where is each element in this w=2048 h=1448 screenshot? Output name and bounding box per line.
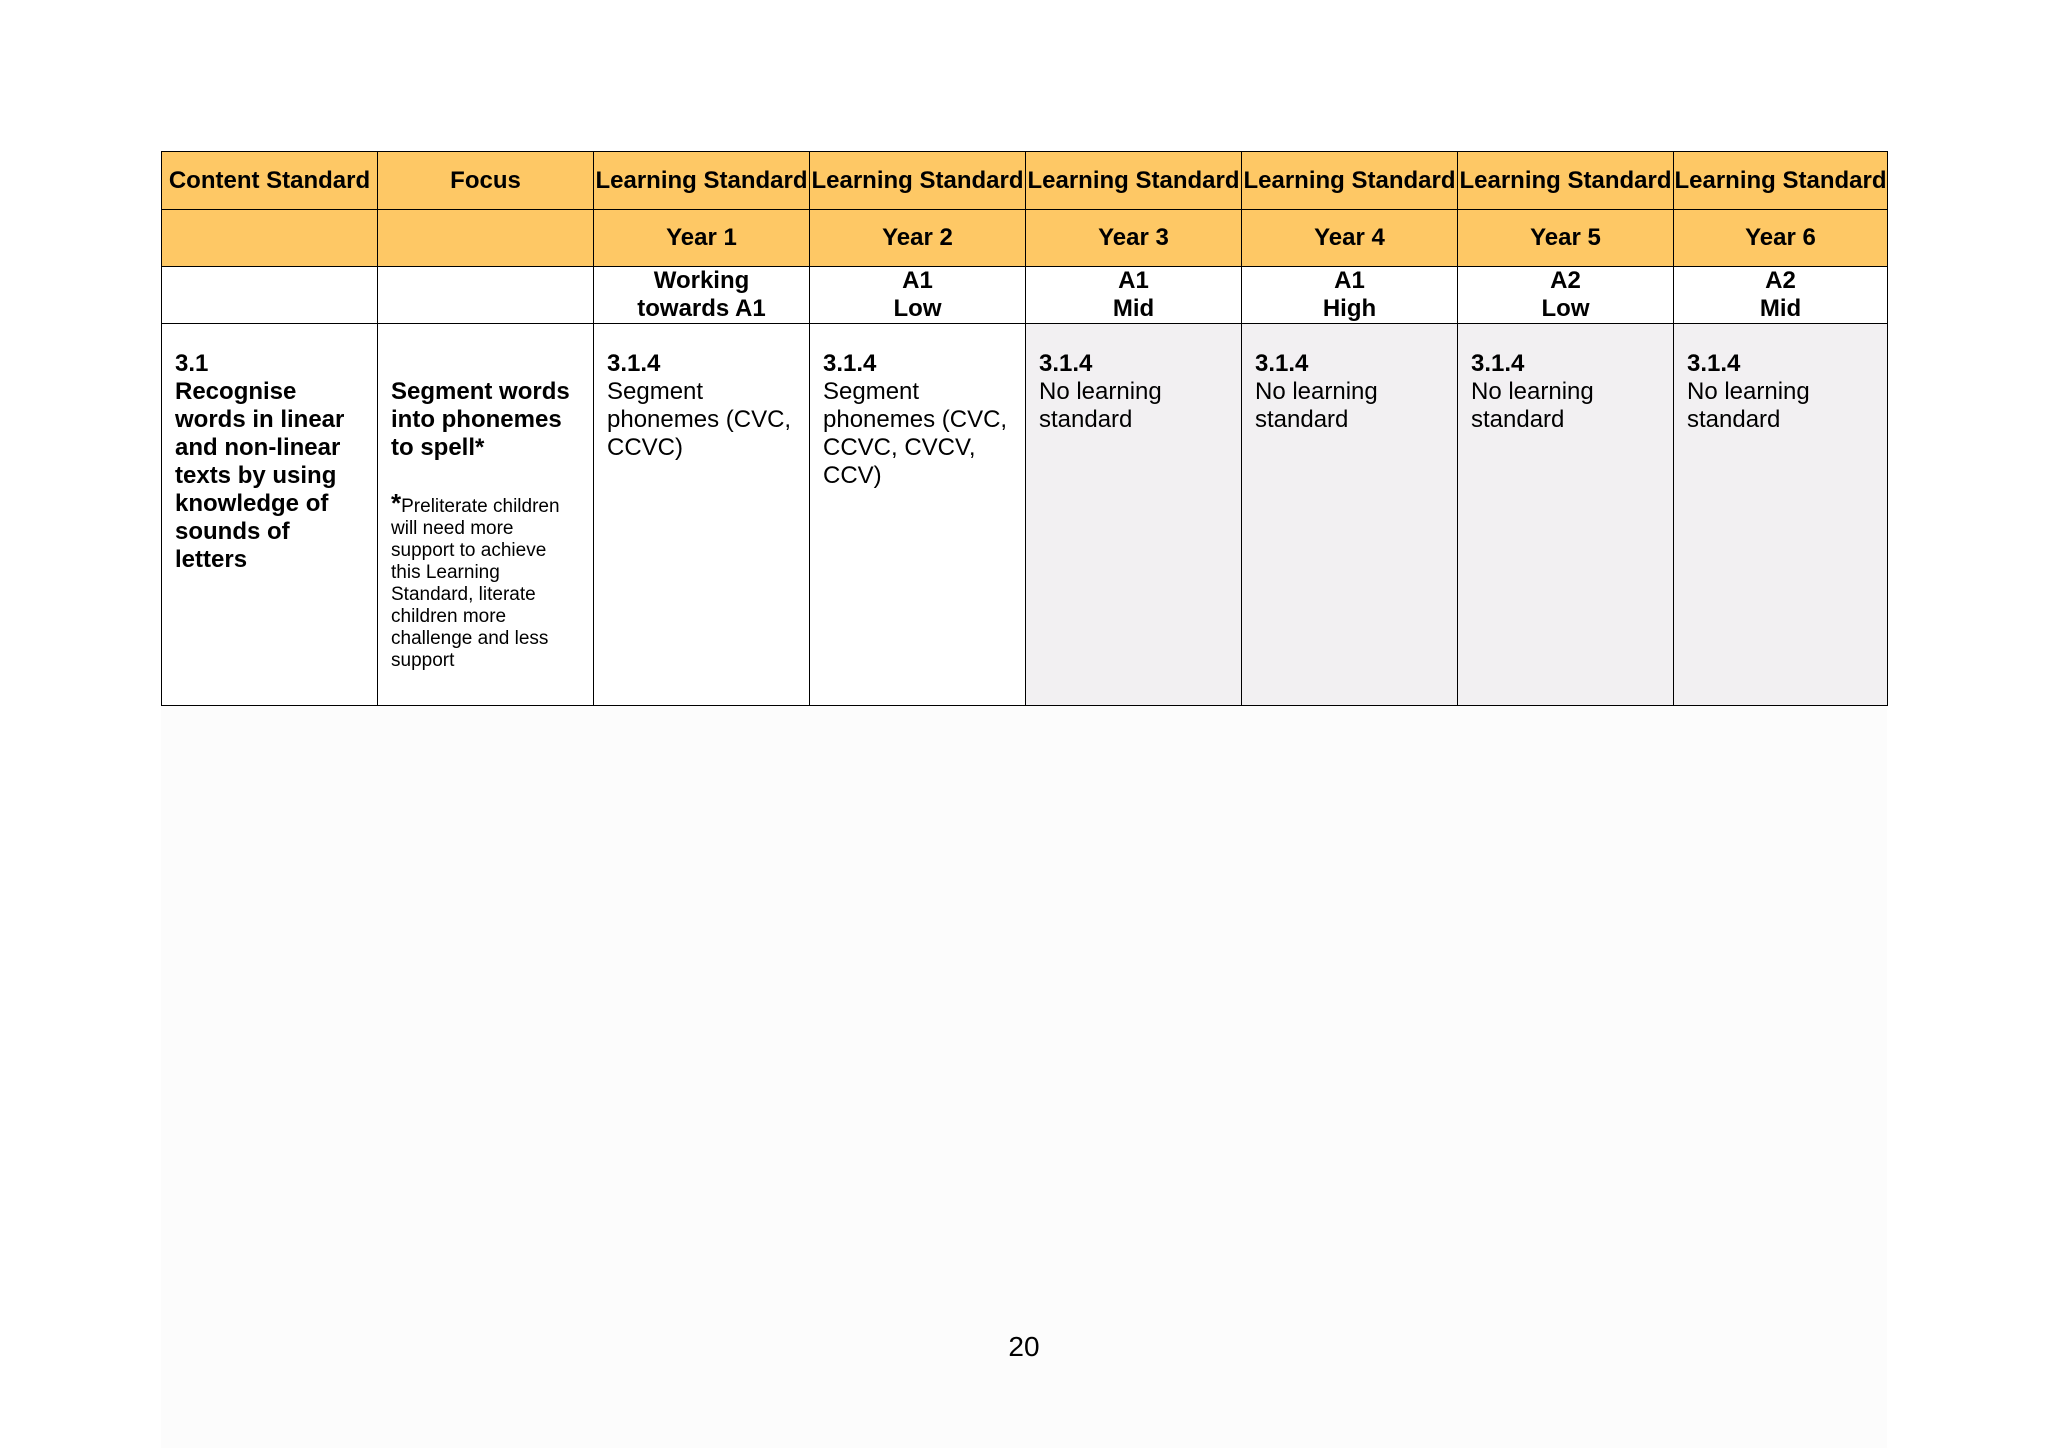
standard-text: Segment phonemes (CVC, CCVC) <box>607 378 792 461</box>
content-standard-cell <box>162 324 378 706</box>
table-row <box>162 324 1888 706</box>
level-label-year2: A1 Low <box>810 267 1026 324</box>
learning-standard-year5 <box>1458 324 1674 706</box>
year-label-4: Year 4 <box>1242 210 1458 267</box>
standard-text: Segment phonemes (CVC, CCVC, CVCV, CCV) <box>823 378 1008 489</box>
header-learning-standard-year3: Learning Standard <box>1026 152 1242 210</box>
year-cell-empty <box>378 210 594 267</box>
level-label-year3: A1 Mid <box>1026 267 1242 324</box>
standard-text: No learning standard <box>1687 378 1810 433</box>
year-label-6: Year 6 <box>1674 210 1888 267</box>
learning-standard-year1 <box>594 324 810 706</box>
standard-code: 3.1.4 <box>823 350 877 377</box>
level-label-year4: A1 High <box>1242 267 1458 324</box>
header-row-years <box>162 210 1888 267</box>
learning-standard-year2 <box>810 324 1026 706</box>
learning-standard-year3 <box>1026 324 1242 706</box>
header-learning-standard-year4: Learning Standard <box>1242 152 1458 210</box>
level-cell-empty <box>378 267 594 324</box>
header-learning-standard-year5: Learning Standard <box>1458 152 1674 210</box>
header-learning-standard-year2: Learning Standard <box>810 152 1026 210</box>
learning-standard-year4 <box>1242 324 1458 706</box>
learning-standards-table <box>161 151 1888 706</box>
header-learning-standard-year1: Learning Standard <box>594 152 810 210</box>
header-focus: Focus <box>378 152 594 210</box>
content-standard-code: 3.1 <box>175 350 209 377</box>
standard-text: No learning standard <box>1255 378 1378 433</box>
learning-standard-year6 <box>1674 324 1888 706</box>
standard-code: 3.1.4 <box>1255 350 1309 377</box>
level-label-year1: Working towards A1 <box>594 267 810 324</box>
standard-code: 3.1.4 <box>1687 350 1741 377</box>
footnote-text: Preliterate children will need more support to achieve this Learning Standard, literate children more challenge and less support <box>391 496 560 671</box>
year-label-3: Year 3 <box>1026 210 1242 267</box>
page-number: 20 <box>1008 1331 1040 1362</box>
standard-text: No learning standard <box>1039 378 1162 433</box>
focus-cell <box>378 324 594 706</box>
header-learning-standard-year6: Learning Standard <box>1674 152 1888 210</box>
content-standard-text: Recognise words in linear and non-linear texts by using knowledge of sounds of letters <box>175 378 345 573</box>
level-cell-empty <box>162 267 378 324</box>
year-cell-empty <box>162 210 378 267</box>
standard-code: 3.1.4 <box>607 350 661 377</box>
focus-title: Segment words into phonemes to spell* <box>391 378 570 461</box>
standard-code: 3.1.4 <box>1039 350 1093 377</box>
year-label-1: Year 1 <box>594 210 810 267</box>
standard-code: 3.1.4 <box>1471 350 1525 377</box>
year-label-5: Year 5 <box>1458 210 1674 267</box>
header-row-levels <box>162 267 1888 324</box>
header-content-standard: Content Standard <box>162 152 378 210</box>
level-label-year5: A2 Low <box>1458 267 1674 324</box>
standard-text: No learning standard <box>1471 378 1594 433</box>
focus-footnote <box>391 488 581 672</box>
footnote-star: * <box>391 488 402 518</box>
year-label-2: Year 2 <box>810 210 1026 267</box>
header-row-titles <box>162 152 1888 210</box>
level-label-year6: A2 Mid <box>1674 267 1888 324</box>
